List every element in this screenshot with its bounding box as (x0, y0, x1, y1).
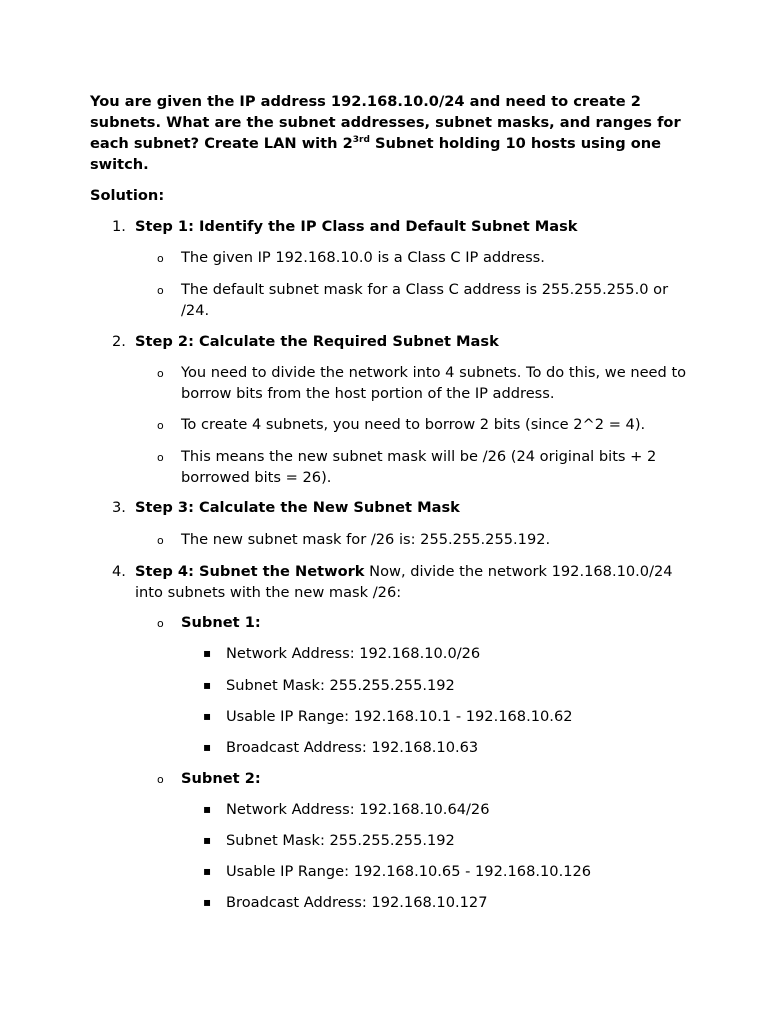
list-item (157, 446, 687, 488)
subnet-detail: Usable IP Range: 192.168.10.1 - 192.168.10.62 (226, 708, 573, 725)
bullet-icon: o (157, 252, 164, 265)
subnet-detail: Network Address: 192.168.10.0/26 (226, 645, 481, 662)
bullet-text: The new subnet mask for /26 is: 255.255.255.192. (181, 531, 551, 548)
square-bullet-icon: ▪ (203, 709, 212, 723)
bullet-text: The default subnet mask for a Class C address is 255.255.255.0 or /24. (181, 281, 669, 319)
question-part-1: You are given the IP address 192.168.10.0/24 and need to create 2 subnets. What are the subnet addresses, subnet masks, and ranges for each subnet? Create LAN with 2 (90, 93, 681, 152)
subnet-detail: Usable IP Range: 192.168.10.65 - 192.168.10.126 (226, 863, 592, 880)
step-title: Step 3: Calculate the New Subnet Mask (135, 499, 460, 516)
bullet-icon: o (157, 773, 164, 786)
step-1 (112, 216, 692, 237)
list-item (157, 414, 687, 435)
step-title: Step 2: Calculate the Required Subnet Mask (135, 333, 499, 350)
bullet-icon: o (157, 367, 164, 380)
subnet-label: Subnet 1: (181, 614, 261, 631)
square-bullet-icon: ▪ (203, 802, 212, 816)
square-bullet-icon: ▪ (203, 895, 212, 909)
list-item (203, 675, 683, 696)
list-item (203, 737, 683, 758)
bullet-icon: o (157, 534, 164, 547)
step-number: 3. (112, 499, 126, 516)
question-superscript: 3rd (352, 135, 370, 145)
bullet-text: To create 4 subnets, you need to borrow 2 bits (since 2^2 = 4). (181, 416, 646, 433)
bullet-text: The given IP 192.168.10.0 is a Class C IP address. (181, 249, 545, 266)
square-bullet-icon: ▪ (203, 833, 212, 847)
solution-heading: Solution: (90, 187, 165, 204)
subnet-1-heading (157, 612, 687, 633)
square-bullet-icon: ▪ (203, 646, 212, 660)
bullet-icon: o (157, 284, 164, 297)
bullet-text: You need to divide the network into 4 subnets. To do this, we need to borrow bits from the host portion of the IP address. (181, 364, 687, 402)
list-item (203, 861, 683, 882)
list-item (157, 362, 687, 404)
step-4 (112, 561, 692, 603)
step-2 (112, 331, 692, 352)
bullet-text: This means the new subnet mask will be /26 (24 original bits + 2 borrowed bits = 26). (181, 448, 657, 486)
list-item (203, 643, 683, 664)
subnet-detail: Broadcast Address: 192.168.10.63 (226, 739, 479, 756)
subnet-2-heading (157, 768, 687, 789)
step-number: 1. (112, 218, 126, 235)
square-bullet-icon: ▪ (203, 678, 212, 692)
bullet-icon: o (157, 617, 164, 630)
subnet-detail: Broadcast Address: 192.168.10.127 (226, 894, 488, 911)
square-bullet-icon: ▪ (203, 864, 212, 878)
step-number: 2. (112, 333, 126, 350)
step-title: Step 4: Subnet the Network (135, 563, 365, 580)
question-part-2: Subnet holding 10 hosts using one switch. (90, 135, 662, 173)
step-title: Step 1: Identify the IP Class and Default Subnet Mask (135, 218, 578, 235)
subnet-detail: Subnet Mask: 255.255.255.192 (226, 677, 455, 694)
question-text (90, 91, 690, 175)
list-item (203, 830, 683, 851)
bullet-icon: o (157, 451, 164, 464)
list-item (203, 799, 683, 820)
subnet-detail: Subnet Mask: 255.255.255.192 (226, 832, 455, 849)
square-bullet-icon: ▪ (203, 740, 212, 754)
bullet-icon: o (157, 419, 164, 432)
step-3 (112, 497, 692, 518)
subnet-detail: Network Address: 192.168.10.64/26 (226, 801, 490, 818)
list-item (203, 706, 683, 727)
list-item (157, 279, 687, 321)
subnet-label: Subnet 2: (181, 770, 261, 787)
list-item (157, 529, 687, 550)
list-item (157, 247, 687, 268)
step-number: 4. (112, 563, 126, 580)
step-description: Now, divide the network 192.168.10.0/24 into subnets with the new mask /26: (135, 563, 673, 601)
list-item (203, 892, 683, 913)
